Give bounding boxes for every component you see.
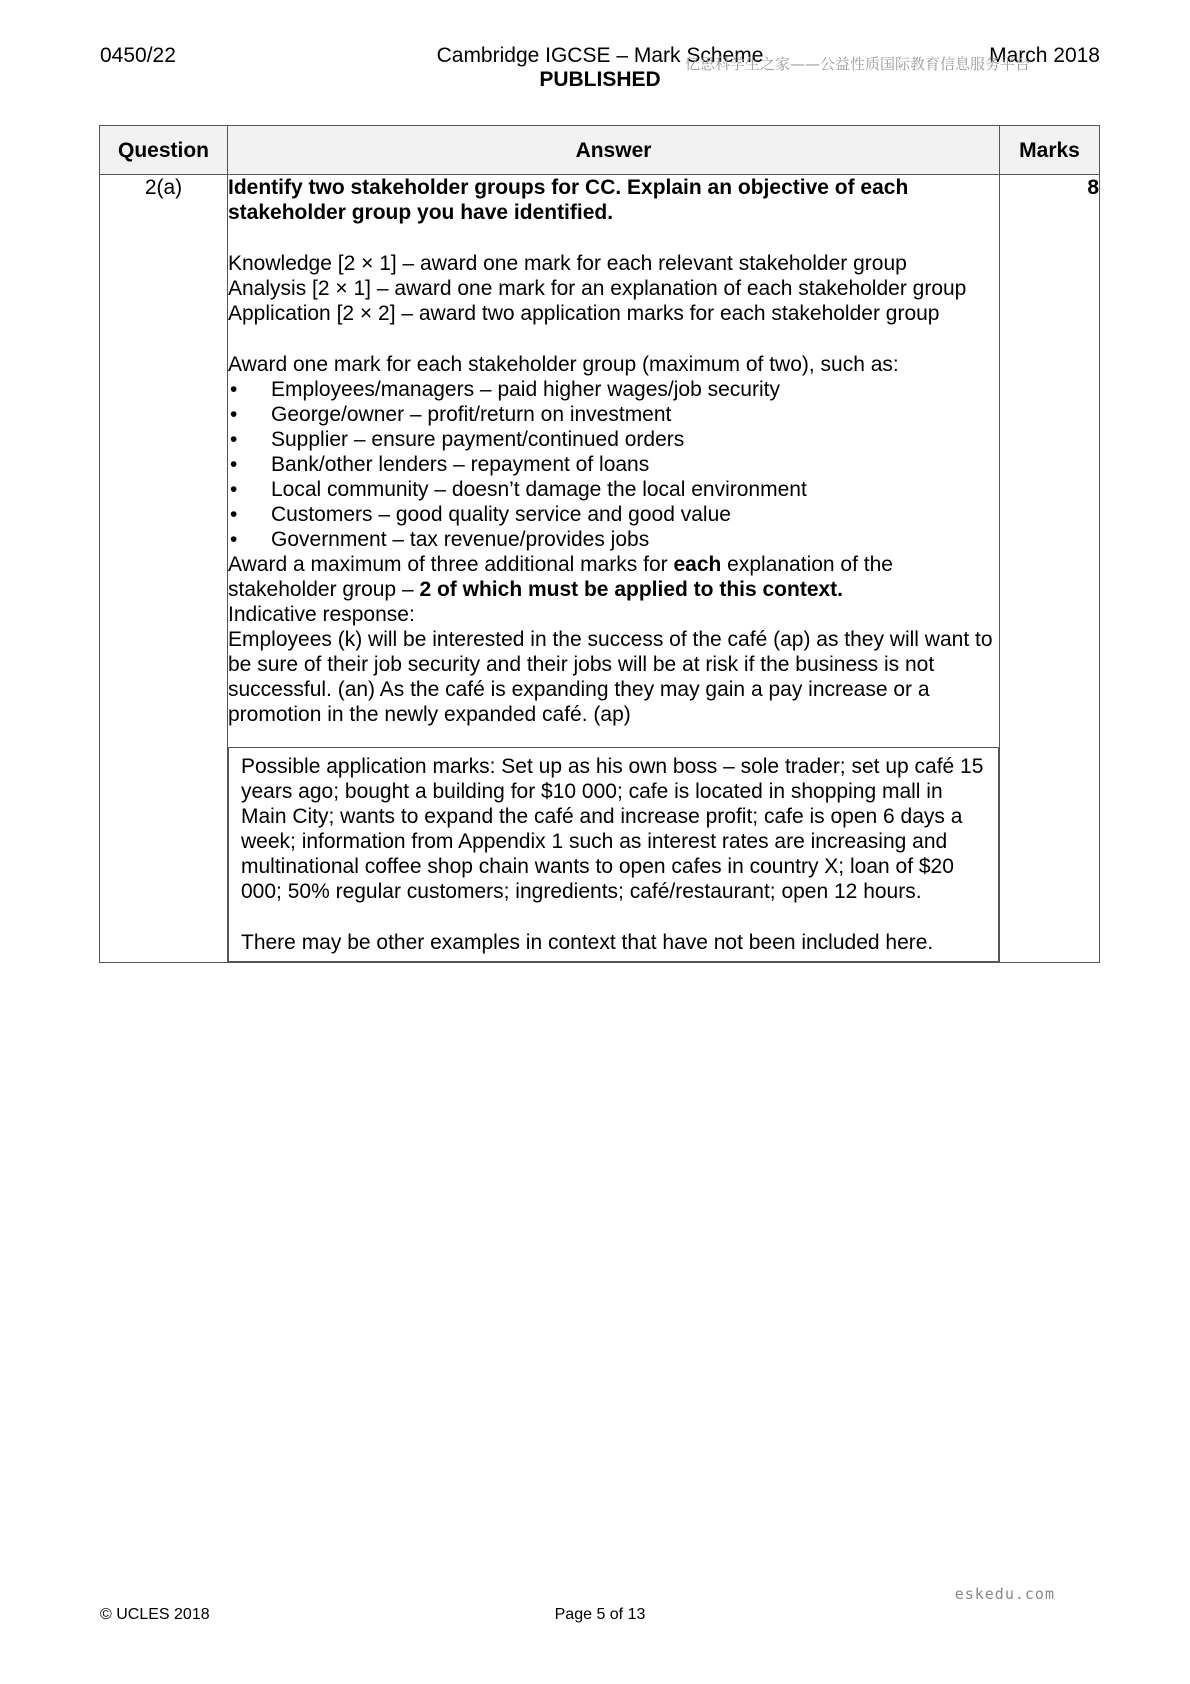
list-item: • Local community – doesn’t damage the local environment bbox=[228, 477, 999, 502]
table-row bbox=[100, 175, 1100, 963]
application-marks-box bbox=[228, 747, 999, 962]
published-label: PUBLISHED bbox=[539, 68, 661, 91]
list-item: • Customers – good quality service and good value bbox=[228, 502, 999, 527]
watermark-text: 亿思科学生之家——公益性质国际教育信息服务平台 bbox=[685, 55, 1031, 73]
mark-scheme-table bbox=[99, 125, 1100, 963]
list-item: • Government – tax revenue/provides jobs bbox=[228, 527, 999, 552]
exam-date: March 2018 bbox=[989, 44, 1100, 67]
indicative-response-text: Employees (k) will be interested in the success of the café (ap) as they will want to be sure of their job security and their jobs will be at risk if the business is not successful. (an) As the café is expanding they may gain a pay increase or a promotion in the newly expanded café. (ap) bbox=[228, 628, 993, 726]
question-heading: Identify two stakeholder groups for CC. Explain an objective of each stakeholder group you have identified. bbox=[228, 176, 909, 224]
page-number: Page 5 of 13 bbox=[554, 1606, 646, 1623]
criteria-analysis: Analysis [2 × 1] – award one mark for an explanation of each stakeholder group bbox=[228, 277, 967, 300]
exam-code: 0450/22 bbox=[100, 44, 176, 67]
list-item: • George/owner – profit/return on investment bbox=[228, 402, 999, 427]
list-item: • Supplier – ensure payment/continued orders bbox=[228, 427, 999, 452]
application-marks-text: Possible application marks: Set up as his own boss – sole trader; set up café 15 years ago; bought a building for $10 000; cafe is located in shopping mall in Main City; wants to expand the café and increase profit; cafe is open 6 days a week; information from Appendix 1 such as interest rates are increasing and multinational coffee shop chain wants to open cafes in country X; loan of $20 000; 50% regular customers; ingredients; café/restaurant; open 12 hours. bbox=[241, 755, 984, 903]
question-column-header: Question bbox=[100, 126, 228, 175]
criteria-application: Application [2 × 2] – award two application marks for each stakeholder group bbox=[228, 302, 940, 325]
copyright: © UCLES 2018 bbox=[100, 1606, 210, 1623]
site-brand: eskedu.com bbox=[954, 1585, 1055, 1603]
additional-marks-note: Award a maximum of three additional marks for each explanation of the stakeholder group – 2 of which must be applied to this context. bbox=[228, 553, 893, 601]
list-item: • Employees/managers – paid higher wages/job security bbox=[228, 377, 999, 402]
list-item: • Bank/other lenders – repayment of loans bbox=[228, 452, 999, 477]
question-number: 2(a) bbox=[100, 175, 228, 963]
marks-value: 8 bbox=[1000, 175, 1100, 963]
indicative-response-label: Indicative response: bbox=[228, 603, 415, 626]
document-title-text: Cambridge IGCSE – Mark Scheme bbox=[436, 44, 764, 67]
other-examples-note: There may be other examples in context that have not been included here. bbox=[241, 931, 934, 954]
answer-column-header: Answer bbox=[228, 126, 1000, 175]
marks-column-header: Marks bbox=[1000, 126, 1100, 175]
stakeholder-list bbox=[228, 377, 999, 552]
award-intro: Award one mark for each stakeholder group (maximum of two), such as: bbox=[228, 353, 899, 376]
answer-cell bbox=[228, 175, 1000, 963]
table-header-row bbox=[100, 126, 1100, 175]
criteria-knowledge: Knowledge [2 × 1] – award one mark for each relevant stakeholder group bbox=[228, 252, 907, 275]
